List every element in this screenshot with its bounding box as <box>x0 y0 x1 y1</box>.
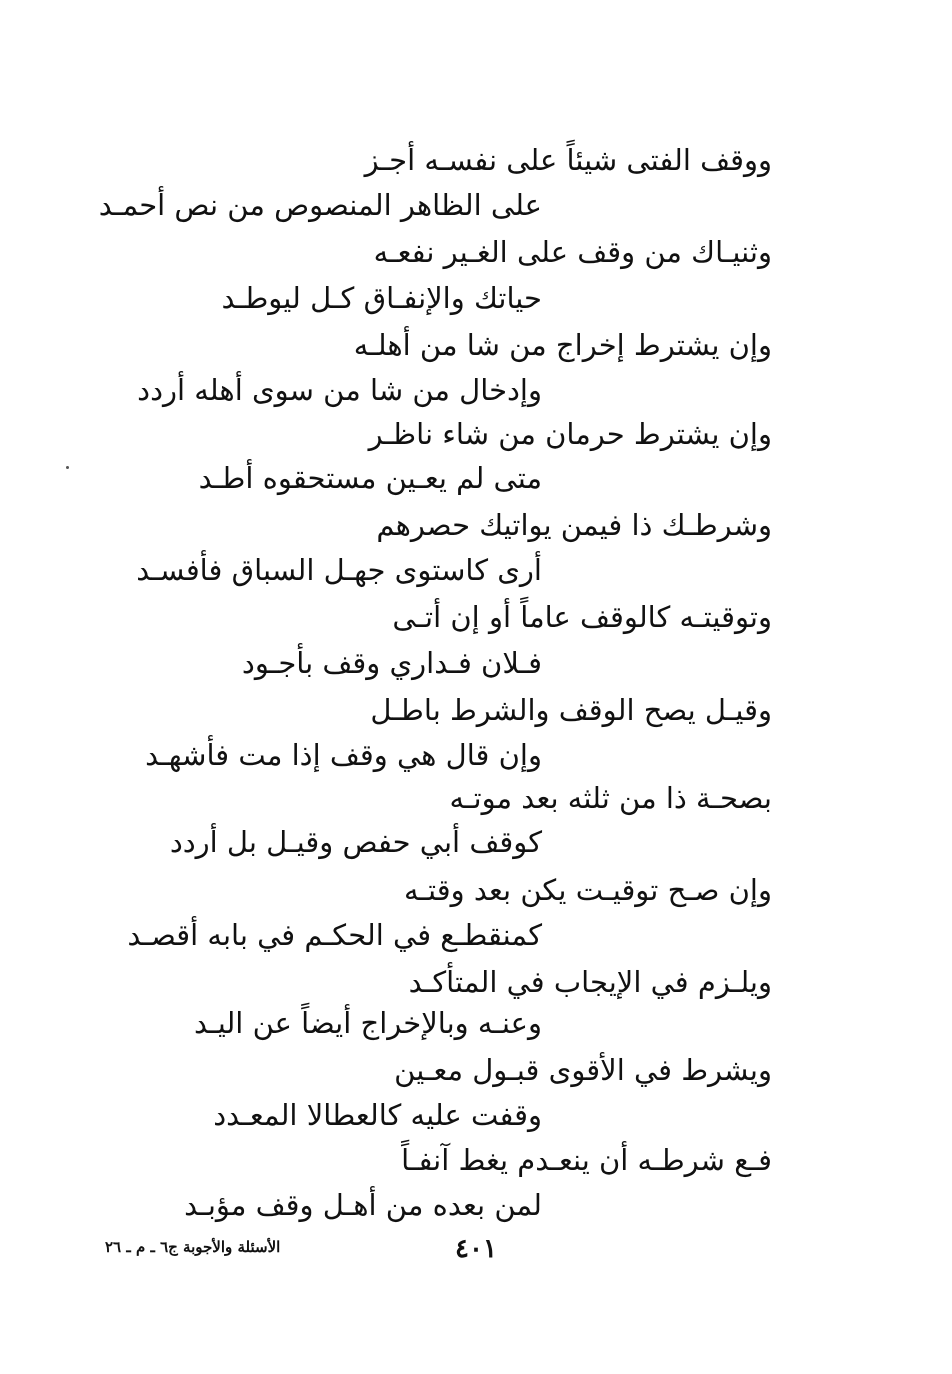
verse-line: متى لم يعـين مستحقوه أطـد <box>198 461 542 495</box>
verse-line: وقيـل يصح الوقف والشرط باطـل <box>370 693 772 727</box>
verse-line: فـلان فـداري وقف بأجـود <box>241 646 542 680</box>
verse-line: وتوقيتـه كالوقف عاماً أو إن أتـى <box>392 600 772 634</box>
verse-line: على الظاهر المنصوص من نص أحمـد <box>98 188 542 222</box>
verse-line: وإن يشترط إخراج من شا من أهلـه <box>353 328 772 362</box>
verse-line: وقفت عليه كالعطالا المعـدد <box>213 1098 542 1132</box>
verse-line: حياتك والإنفـاق كـل ليوطـد <box>221 281 542 315</box>
verse-line: كوقف أبي حفص وقيـل بل أردد <box>169 825 542 859</box>
verse-line: وإن يشترط حرمان من شاء ناظـر <box>368 417 772 451</box>
verse-line: أرى كاستوى جهـل السباق فأفسـد <box>136 553 542 587</box>
scan-speck <box>66 466 69 469</box>
verse-line: لمن بعده من أهـل وقف مؤبـد <box>184 1188 542 1222</box>
verse-line: فـع شرطـه أن ينعـدم يغط آنفـاً <box>401 1143 772 1177</box>
verse-line: ووقف الفتى شيئاً على نفسـه أجـز <box>364 143 772 177</box>
verse-line: وعنـه وبالإخراج أيضاً عن اليـد <box>194 1006 542 1040</box>
verse-line: بصحـة ذا من ثلثه بعد موتـه <box>449 781 772 815</box>
verse-line: وثنيـاك من وقف على الغـير نفعـه <box>373 235 772 269</box>
footer-caption: الأسئلة والأجوبة ج٦ ـ م ـ ٢٦ <box>105 1238 281 1256</box>
verse-line: وإن صـح توقيـت يكن بعد وقتـه <box>403 873 772 907</box>
verse-line: وإن قال هي وقف إذا مت فأشهـد <box>145 738 542 772</box>
verse-line: ويشرط في الأقوى قبـول معـين <box>394 1053 772 1087</box>
page-number: ٤٠١ <box>455 1234 497 1264</box>
verse-line: وإدخال من شا من سوى أهله أردد <box>137 373 542 407</box>
verse-line: كمنقطـع في الحكـم في بابه أقصـد <box>127 918 542 952</box>
verse-line: ويلـزم في الإيجاب في المتأكـد <box>408 965 772 999</box>
verse-line: وشرطـك ذا فيمن يواتيك حصرهم <box>376 508 772 542</box>
